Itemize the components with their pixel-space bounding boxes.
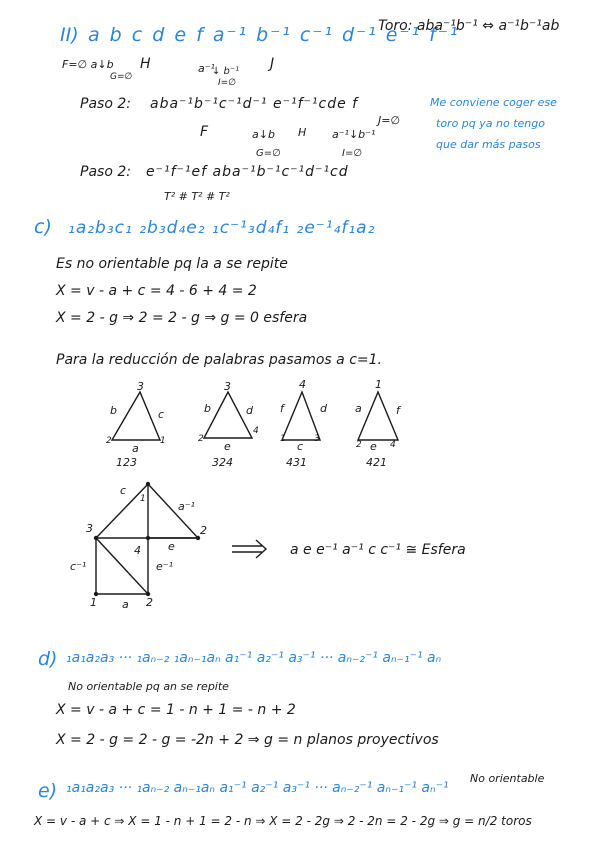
note-line-2: toro pq ya no tengo [436, 117, 545, 130]
section-d-label: d) [38, 648, 58, 670]
tri4-top: 1 [375, 378, 382, 391]
tri1-right: c [158, 408, 165, 421]
section-c-label: c) [34, 216, 52, 238]
paso2-tori: T² # T² # T² [164, 190, 230, 203]
tri2-left: b [204, 402, 211, 415]
c-line-2: X = v - a + c = 4 - 6 + 4 = 2 [56, 283, 257, 299]
d-line-3: X = 2 - g = 2 - g = -2n + 2 ⇒ g = n planos proyectivos [56, 732, 439, 748]
tri1-bottom: a [132, 442, 139, 455]
tri3-br: 3 [314, 434, 320, 444]
triangle-123-shape [112, 392, 160, 440]
triangle-431-shape [282, 392, 320, 440]
c-result: a e e⁻¹ a⁻¹ c c⁻¹ ≅ Esfera [290, 542, 466, 558]
c-line-1: Es no orientable pq la a se repite [56, 256, 288, 272]
section-ii-word: a b c d e f a⁻¹ b⁻¹ c⁻¹ d⁻¹ e⁻¹ f⁻¹ [88, 24, 460, 46]
d-line-1: No orientable pq an se repite [68, 680, 229, 693]
big-v1: 1 [140, 494, 146, 504]
big-v4: 4 [134, 544, 141, 557]
tri2-bl: 2 [198, 434, 204, 444]
sub-h: H [140, 56, 151, 72]
tri1-bl: 2 [106, 436, 112, 446]
tri1-name: 123 [116, 456, 137, 469]
tri2-right: d [246, 404, 253, 417]
big-a-inv: a⁻¹ [178, 500, 195, 513]
note-line-3: que dar más pasos [436, 138, 541, 151]
big-v2: 2 [200, 524, 207, 537]
paso1-ab: a↓b [252, 128, 275, 141]
tri4-bl: 2 [356, 440, 362, 450]
big-c: c [120, 484, 127, 497]
tri4-bottom: e [370, 440, 377, 453]
tri4-name: 421 [366, 456, 387, 469]
tri2-top: 3 [224, 380, 231, 393]
paso1-i: I=∅ [342, 148, 363, 159]
paso1-word: aba⁻¹b⁻¹c⁻¹d⁻¹ e⁻¹f⁻¹cde f [150, 96, 359, 112]
e-line-1: X = v - a + c ⇒ X = 1 - n + 1 = 2 - n ⇒ X = 2 - 2g ⇒ 2 - 2n = 2 - 2g ⇒ g = n/2 toros [34, 814, 532, 828]
big-v3: 3 [86, 522, 93, 535]
big-c-inv: c⁻¹ [70, 560, 87, 573]
triangle-324-shape [204, 392, 252, 438]
paso1-g: G=∅ [256, 148, 281, 159]
section-ii-label: II) [60, 24, 79, 46]
tri3-left: f [280, 402, 284, 415]
toro-equivalence: Toro: aba⁻¹b⁻¹ ⇔ a⁻¹b⁻¹ab [378, 18, 560, 34]
tri1-left: b [110, 404, 117, 417]
c-line-4: Para la reducción de palabras pasamos a c=1. [56, 352, 382, 368]
tri2-name: 324 [212, 456, 233, 469]
tri1-br: 1 [160, 436, 166, 446]
section-e-label: e) [38, 780, 58, 802]
triangle-421-shape [358, 392, 398, 440]
section-d-word: ₁a₁a₂a₃ ··· ₁aₙ₋₂ ₁aₙ₋₁aₙ a₁⁻¹ a₂⁻¹ a₃⁻¹ ··· aₙ₋₂⁻¹ aₙ₋₁⁻¹ aₙ [66, 650, 442, 666]
paso2-label: Paso 2: [80, 164, 131, 180]
tri3-bottom: c [297, 440, 304, 453]
tri1-top: 3 [137, 380, 144, 393]
tri3-top: 4 [299, 378, 306, 391]
big-e-inv: e⁻¹ [156, 560, 173, 573]
sub-mid3: I=∅ [218, 78, 237, 88]
tri3-right: d [320, 402, 327, 415]
big-v1b: 1 [90, 596, 97, 609]
section-c-word: ₁a₂b₃c₁ ₂b₃d₄e₂ ₁c⁻¹₃d₄f₁ ₂e⁻¹₄f₁a₂ [68, 218, 376, 238]
big-v2b: 2 [146, 596, 153, 609]
paso1-label: Paso 2: [80, 96, 131, 112]
sub-g: G=∅ [110, 72, 133, 82]
implies-arrow [232, 540, 266, 558]
c-line-3: X = 2 - g ⇒ 2 = 2 - g ⇒ g = 0 esfera [56, 310, 308, 326]
big-e: e [168, 540, 175, 553]
note-line-1: Me conviene coger ese [430, 96, 557, 109]
sub-left: F=∅ a↓b [62, 58, 114, 71]
paso1-h: H [298, 126, 307, 139]
sub-j: J [270, 56, 275, 72]
tri2-br: 4 [253, 426, 259, 436]
e-tag: No orientable [470, 772, 545, 785]
tri4-left: a [355, 402, 362, 415]
tri3-name: 431 [286, 456, 307, 469]
tri3-bl: 1 [280, 434, 286, 444]
big-a: a [122, 598, 129, 611]
paso1-j: J=∅ [378, 114, 401, 127]
paso1-f: F [200, 124, 209, 140]
paso2-word: e⁻¹f⁻¹ef aba⁻¹b⁻¹c⁻¹d⁻¹cd [146, 164, 349, 180]
tri4-br: 4 [390, 440, 396, 450]
section-e-word: ₁a₁a₂a₃ ··· ₁aₙ₋₂ aₙ₋₁aₙ a₁⁻¹ a₂⁻¹ a₃⁻¹ ··· aₙ₋₂⁻¹ aₙ₋₁⁻¹ aₙ⁻¹ [66, 780, 449, 796]
tri2-bottom: e [224, 440, 231, 453]
paso1-aib: a⁻¹↓b⁻¹ [332, 128, 376, 141]
sub-mid2: ↓ b⁻¹ [212, 66, 240, 77]
d-line-2: X = v - a + c = 1 - n + 1 = - n + 2 [56, 702, 296, 718]
sub-mid1: a⁻¹ [198, 62, 215, 75]
tri4-right: f [396, 404, 400, 417]
